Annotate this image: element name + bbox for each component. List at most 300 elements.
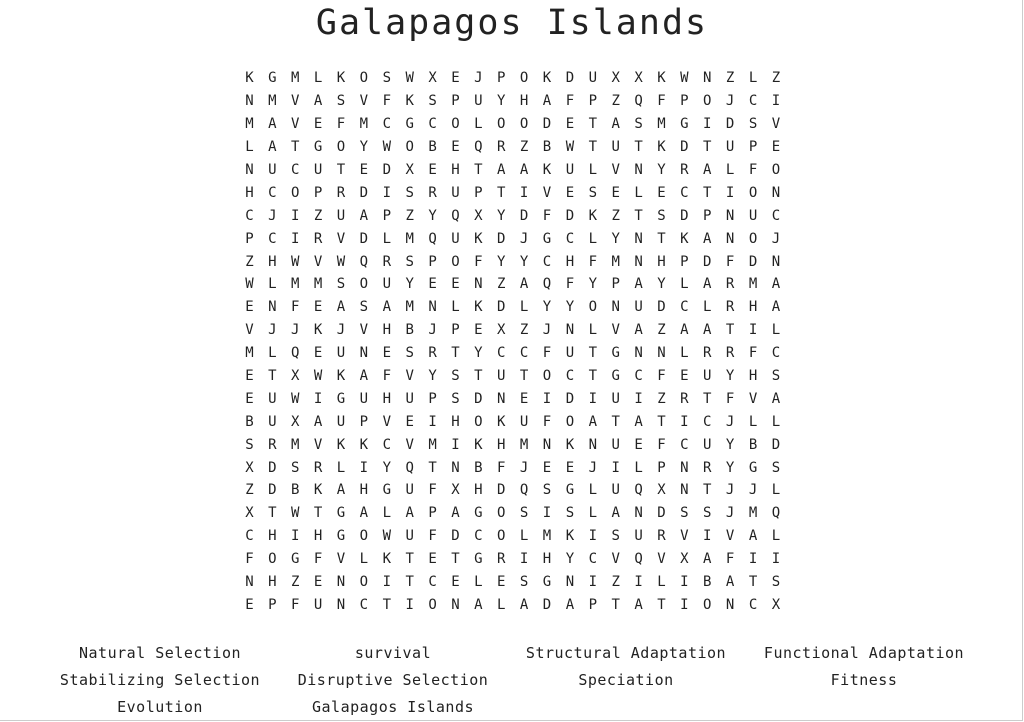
grid-letter[interactable]: O bbox=[497, 505, 506, 522]
grid-letter[interactable]: X bbox=[611, 70, 620, 87]
grid-letter[interactable]: Q bbox=[359, 253, 369, 270]
grid-letter[interactable]: A bbox=[336, 482, 346, 499]
grid-letter[interactable]: Z bbox=[611, 207, 620, 224]
grid-letter[interactable]: H bbox=[382, 322, 391, 339]
grid-letter[interactable]: S bbox=[451, 390, 460, 407]
grid-letter[interactable]: F bbox=[313, 551, 323, 568]
grid-letter[interactable]: D bbox=[748, 253, 758, 270]
grid-letter[interactable]: V bbox=[748, 390, 758, 407]
grid-letter[interactable]: U bbox=[359, 390, 369, 407]
grid-letter[interactable]: X bbox=[428, 70, 437, 87]
grid-letter[interactable]: P bbox=[497, 70, 506, 87]
grid-letter[interactable]: C bbox=[771, 207, 781, 224]
grid-letter[interactable]: S bbox=[291, 459, 300, 476]
grid-letter[interactable]: C bbox=[703, 413, 712, 430]
grid-letter[interactable]: H bbox=[748, 368, 758, 385]
grid-letter[interactable]: N bbox=[657, 345, 666, 362]
grid-letter[interactable]: Q bbox=[634, 482, 643, 499]
grid-letter[interactable]: D bbox=[542, 596, 552, 613]
grid-letter[interactable]: T bbox=[611, 413, 620, 430]
grid-letter[interactable]: S bbox=[405, 184, 414, 201]
grid-letter[interactable]: L bbox=[451, 299, 460, 316]
grid-letter[interactable]: N bbox=[771, 184, 781, 201]
grid-letter[interactable]: Z bbox=[611, 93, 620, 110]
grid-letter[interactable]: P bbox=[382, 207, 391, 224]
grid-letter[interactable]: N bbox=[428, 299, 437, 316]
grid-letter[interactable]: U bbox=[565, 162, 575, 178]
grid-letter[interactable]: F bbox=[291, 596, 300, 613]
grid-letter[interactable]: B bbox=[291, 482, 300, 499]
grid-letter[interactable]: C bbox=[428, 116, 437, 133]
grid-letter[interactable]: K bbox=[657, 139, 666, 156]
grid-letter[interactable]: G bbox=[680, 116, 689, 133]
grid-letter[interactable]: L bbox=[588, 162, 598, 178]
grid-letter[interactable]: C bbox=[359, 596, 369, 613]
grid-letter[interactable]: Y bbox=[588, 276, 598, 293]
grid-letter[interactable]: S bbox=[542, 482, 552, 499]
grid-letter[interactable]: R bbox=[680, 162, 689, 178]
grid-letter[interactable]: U bbox=[451, 230, 460, 247]
grid-letter[interactable]: P bbox=[474, 184, 483, 201]
grid-letter[interactable]: N bbox=[634, 505, 643, 522]
grid-letter[interactable]: G bbox=[611, 345, 620, 362]
grid-letter[interactable]: D bbox=[497, 230, 506, 247]
grid-letter[interactable]: M bbox=[291, 276, 300, 293]
grid-letter[interactable]: M bbox=[748, 505, 758, 522]
grid-letter[interactable]: Z bbox=[519, 322, 529, 339]
grid-letter[interactable]: E bbox=[428, 162, 437, 178]
grid-letter[interactable]: P bbox=[748, 139, 758, 156]
grid-letter[interactable]: G bbox=[336, 390, 346, 407]
grid-letter[interactable]: V bbox=[313, 436, 323, 453]
grid-letter[interactable]: U bbox=[268, 413, 277, 430]
grid-letter[interactable]: A bbox=[725, 574, 735, 591]
grid-letter[interactable]: L bbox=[588, 505, 598, 522]
grid-letter[interactable]: D bbox=[771, 436, 781, 453]
grid-letter[interactable]: O bbox=[771, 162, 781, 178]
grid-letter[interactable]: N bbox=[245, 162, 254, 178]
grid-letter[interactable]: E bbox=[519, 390, 529, 407]
grid-letter[interactable]: A bbox=[703, 162, 712, 178]
grid-letter[interactable]: H bbox=[268, 528, 277, 545]
grid-letter[interactable]: U bbox=[336, 207, 346, 224]
grid-letter[interactable]: O bbox=[748, 184, 758, 201]
grid-letter[interactable]: Q bbox=[428, 230, 437, 247]
grid-letter[interactable]: A bbox=[680, 322, 689, 339]
grid-letter[interactable]: P bbox=[428, 505, 437, 522]
grid-letter[interactable]: K bbox=[542, 162, 552, 178]
grid-letter[interactable]: E bbox=[245, 368, 254, 385]
grid-letter[interactable]: A bbox=[542, 93, 552, 110]
grid-letter[interactable]: F bbox=[725, 390, 735, 407]
grid-letter[interactable]: V bbox=[359, 93, 369, 110]
grid-letter[interactable]: E bbox=[313, 345, 323, 362]
grid-letter[interactable]: D bbox=[497, 482, 506, 499]
grid-letter[interactable]: V bbox=[291, 116, 300, 133]
grid-letter[interactable]: W bbox=[291, 253, 300, 270]
grid-letter[interactable]: E bbox=[313, 116, 323, 133]
grid-letter[interactable]: V bbox=[405, 436, 414, 453]
grid-letter[interactable]: F bbox=[565, 93, 575, 110]
grid-letter[interactable]: O bbox=[565, 413, 575, 430]
grid-letter[interactable]: Y bbox=[497, 253, 506, 270]
grid-letter[interactable]: V bbox=[313, 253, 323, 270]
grid-letter[interactable]: T bbox=[474, 162, 483, 178]
grid-letter[interactable]: I bbox=[291, 528, 300, 545]
grid-letter[interactable]: N bbox=[542, 436, 552, 453]
grid-letter[interactable]: P bbox=[588, 596, 598, 613]
grid-letter[interactable]: E bbox=[245, 299, 254, 316]
grid-letter[interactable]: A bbox=[519, 162, 529, 178]
grid-letter[interactable]: V bbox=[680, 528, 689, 545]
grid-letter[interactable]: X bbox=[451, 482, 460, 499]
grid-letter[interactable]: D bbox=[565, 390, 575, 407]
grid-letter[interactable]: H bbox=[268, 253, 277, 270]
grid-letter[interactable]: N bbox=[680, 482, 689, 499]
grid-letter[interactable]: U bbox=[474, 93, 483, 110]
grid-letter[interactable]: A bbox=[405, 505, 414, 522]
grid-letter[interactable]: V bbox=[725, 528, 735, 545]
grid-letter[interactable]: I bbox=[405, 596, 414, 613]
grid-letter[interactable]: U bbox=[336, 345, 346, 362]
grid-letter[interactable]: C bbox=[428, 574, 437, 591]
grid-letter[interactable]: C bbox=[268, 184, 277, 201]
grid-letter[interactable]: D bbox=[542, 116, 552, 133]
grid-letter[interactable]: F bbox=[542, 207, 552, 224]
grid-letter[interactable]: N bbox=[588, 436, 598, 453]
grid-letter[interactable]: T bbox=[497, 184, 506, 201]
grid-letter[interactable]: T bbox=[703, 139, 712, 156]
grid-letter[interactable]: T bbox=[725, 322, 735, 339]
grid-letter[interactable]: U bbox=[565, 345, 575, 362]
grid-letter[interactable]: I bbox=[291, 230, 300, 247]
grid-letter[interactable]: Y bbox=[497, 93, 506, 110]
grid-letter[interactable]: G bbox=[542, 230, 552, 247]
grid-letter[interactable]: S bbox=[382, 70, 391, 87]
grid-letter[interactable]: R bbox=[268, 436, 277, 453]
grid-letter[interactable]: A bbox=[451, 505, 460, 522]
grid-letter[interactable]: A bbox=[359, 207, 369, 224]
grid-letter[interactable]: U bbox=[703, 368, 712, 385]
grid-letter[interactable]: S bbox=[588, 184, 598, 201]
grid-letter[interactable]: J bbox=[725, 93, 735, 110]
grid-letter[interactable]: D bbox=[519, 207, 529, 224]
grid-letter[interactable]: C bbox=[565, 368, 575, 385]
grid-letter[interactable]: M bbox=[428, 436, 437, 453]
grid-letter[interactable]: I bbox=[748, 322, 758, 339]
grid-letter[interactable]: Q bbox=[291, 345, 300, 362]
grid-letter[interactable]: W bbox=[405, 70, 414, 87]
grid-letter[interactable]: X bbox=[291, 368, 300, 385]
grid-letter[interactable]: S bbox=[771, 459, 781, 476]
grid-letter[interactable]: Y bbox=[428, 368, 437, 385]
grid-letter[interactable]: D bbox=[497, 299, 506, 316]
grid-letter[interactable]: Y bbox=[359, 139, 369, 156]
grid-letter[interactable]: E bbox=[405, 413, 414, 430]
grid-letter[interactable]: I bbox=[680, 574, 689, 591]
grid-letter[interactable]: L bbox=[703, 299, 712, 316]
grid-letter[interactable]: D bbox=[680, 207, 689, 224]
grid-letter[interactable]: M bbox=[657, 116, 666, 133]
grid-letter[interactable]: T bbox=[703, 390, 712, 407]
grid-letter[interactable]: O bbox=[359, 528, 369, 545]
grid-letter[interactable]: Q bbox=[771, 505, 781, 522]
grid-letter[interactable]: K bbox=[474, 230, 483, 247]
grid-letter[interactable]: O bbox=[451, 116, 460, 133]
grid-letter[interactable]: X bbox=[634, 70, 643, 87]
grid-letter[interactable]: T bbox=[588, 116, 598, 133]
grid-letter[interactable]: P bbox=[359, 413, 369, 430]
grid-letter[interactable]: S bbox=[405, 253, 414, 270]
grid-letter[interactable]: T bbox=[405, 574, 414, 591]
grid-letter[interactable]: L bbox=[657, 574, 666, 591]
grid-letter[interactable]: F bbox=[725, 551, 735, 568]
grid-letter[interactable]: D bbox=[565, 70, 575, 87]
grid-letter[interactable]: V bbox=[542, 184, 552, 201]
grid-letter[interactable]: E bbox=[313, 574, 323, 591]
grid-letter[interactable]: O bbox=[519, 70, 529, 87]
grid-letter[interactable]: I bbox=[291, 207, 300, 224]
grid-letter[interactable]: N bbox=[268, 299, 277, 316]
grid-letter[interactable]: A bbox=[634, 413, 643, 430]
grid-letter[interactable]: C bbox=[519, 345, 529, 362]
grid-letter[interactable]: B bbox=[405, 322, 414, 339]
grid-letter[interactable]: T bbox=[588, 345, 598, 362]
grid-letter[interactable]: D bbox=[725, 116, 735, 133]
grid-letter[interactable]: J bbox=[428, 322, 437, 339]
grid-letter[interactable]: N bbox=[634, 230, 643, 247]
grid-letter[interactable]: U bbox=[313, 162, 323, 178]
grid-letter[interactable]: T bbox=[268, 505, 277, 522]
grid-letter[interactable]: M bbox=[405, 299, 414, 316]
grid-letter[interactable]: K bbox=[565, 528, 575, 545]
grid-letter[interactable]: A bbox=[771, 299, 781, 316]
grid-letter[interactable]: G bbox=[268, 70, 277, 87]
grid-letter[interactable]: S bbox=[771, 574, 781, 591]
grid-letter[interactable]: D bbox=[703, 253, 712, 270]
grid-letter[interactable]: V bbox=[245, 322, 254, 339]
grid-letter[interactable]: U bbox=[748, 207, 758, 224]
grid-letter[interactable]: V bbox=[611, 162, 620, 178]
grid-letter[interactable]: G bbox=[382, 482, 391, 499]
grid-letter[interactable]: U bbox=[382, 276, 391, 293]
grid-letter[interactable]: Y bbox=[565, 551, 575, 568]
grid-letter[interactable]: X bbox=[497, 322, 506, 339]
grid-letter[interactable]: K bbox=[680, 230, 689, 247]
grid-letter[interactable]: F bbox=[382, 93, 391, 110]
grid-letter[interactable]: E bbox=[634, 436, 643, 453]
grid-letter[interactable]: L bbox=[771, 528, 781, 545]
grid-letter[interactable]: L bbox=[725, 162, 735, 178]
grid-letter[interactable]: Z bbox=[405, 207, 414, 224]
grid-letter[interactable]: C bbox=[542, 253, 552, 270]
grid-letter[interactable]: L bbox=[748, 70, 758, 87]
grid-letter[interactable]: F bbox=[542, 345, 552, 362]
grid-letter[interactable]: O bbox=[359, 574, 369, 591]
grid-letter[interactable]: C bbox=[382, 436, 391, 453]
grid-letter[interactable]: N bbox=[725, 207, 735, 224]
grid-letter[interactable]: F bbox=[428, 482, 437, 499]
grid-letter[interactable]: Y bbox=[428, 207, 437, 224]
grid-letter[interactable]: J bbox=[542, 322, 552, 339]
grid-letter[interactable]: U bbox=[405, 528, 414, 545]
grid-letter[interactable]: M bbox=[291, 436, 300, 453]
grid-letter[interactable]: A bbox=[336, 299, 346, 316]
grid-letter[interactable]: E bbox=[680, 368, 689, 385]
grid-letter[interactable]: U bbox=[313, 596, 323, 613]
grid-letter[interactable]: Y bbox=[657, 162, 666, 178]
grid-letter[interactable]: N bbox=[359, 345, 369, 362]
grid-letter[interactable]: V bbox=[771, 116, 781, 133]
grid-letter[interactable]: X bbox=[245, 459, 254, 476]
grid-letter[interactable]: X bbox=[245, 505, 254, 522]
grid-letter[interactable]: E bbox=[451, 139, 460, 156]
grid-letter[interactable]: L bbox=[336, 459, 346, 476]
grid-letter[interactable]: Y bbox=[657, 276, 666, 293]
grid-letter[interactable]: A bbox=[519, 276, 529, 293]
grid-letter[interactable]: F bbox=[748, 162, 758, 178]
grid-letter[interactable]: A bbox=[771, 276, 781, 293]
grid-letter[interactable]: T bbox=[748, 574, 758, 591]
grid-letter[interactable]: S bbox=[657, 207, 666, 224]
grid-letter[interactable]: A bbox=[611, 505, 620, 522]
grid-letter[interactable]: N bbox=[245, 574, 254, 591]
grid-letter[interactable]: S bbox=[703, 505, 712, 522]
grid-letter[interactable]: I bbox=[634, 390, 643, 407]
grid-letter[interactable]: T bbox=[657, 413, 666, 430]
grid-letter[interactable]: Z bbox=[313, 207, 323, 224]
grid-letter[interactable]: R bbox=[725, 276, 735, 293]
grid-letter[interactable]: W bbox=[680, 70, 689, 87]
grid-letter[interactable]: P bbox=[680, 93, 689, 110]
grid-letter[interactable]: G bbox=[313, 139, 323, 156]
grid-letter[interactable]: C bbox=[588, 551, 598, 568]
grid-letter[interactable]: E bbox=[382, 345, 391, 362]
grid-letter[interactable]: A bbox=[497, 162, 506, 178]
grid-letter[interactable]: B bbox=[428, 139, 437, 156]
grid-letter[interactable]: A bbox=[565, 596, 575, 613]
grid-letter[interactable]: O bbox=[519, 116, 529, 133]
grid-letter[interactable]: R bbox=[336, 184, 346, 201]
grid-letter[interactable]: N bbox=[336, 574, 346, 591]
grid-letter[interactable]: S bbox=[336, 276, 346, 293]
grid-letter[interactable]: F bbox=[497, 459, 506, 476]
grid-letter[interactable]: P bbox=[703, 207, 712, 224]
grid-letter[interactable]: Y bbox=[405, 276, 414, 293]
grid-letter[interactable]: U bbox=[611, 436, 620, 453]
grid-letter[interactable]: E bbox=[474, 322, 483, 339]
grid-letter[interactable]: T bbox=[405, 551, 414, 568]
grid-letter[interactable]: V bbox=[336, 551, 346, 568]
grid-letter[interactable]: K bbox=[313, 482, 323, 499]
grid-letter[interactable]: S bbox=[451, 368, 460, 385]
grid-letter[interactable]: K bbox=[588, 207, 598, 224]
grid-letter[interactable]: A bbox=[588, 413, 598, 430]
grid-letter[interactable]: R bbox=[313, 230, 323, 247]
grid-letter[interactable]: A bbox=[313, 413, 323, 430]
grid-letter[interactable]: G bbox=[336, 505, 346, 522]
grid-letter[interactable]: N bbox=[634, 162, 643, 178]
grid-letter[interactable]: H bbox=[657, 253, 666, 270]
grid-letter[interactable]: L bbox=[245, 139, 254, 156]
grid-letter[interactable]: T bbox=[588, 368, 598, 385]
grid-letter[interactable]: S bbox=[634, 116, 643, 133]
grid-letter[interactable]: H bbox=[313, 528, 323, 545]
grid-letter[interactable]: N bbox=[725, 596, 735, 613]
grid-letter[interactable]: E bbox=[565, 459, 575, 476]
grid-letter[interactable]: M bbox=[245, 345, 254, 362]
grid-letter[interactable]: T bbox=[634, 207, 643, 224]
grid-letter[interactable]: N bbox=[634, 253, 643, 270]
grid-letter[interactable]: C bbox=[748, 596, 758, 613]
grid-letter[interactable]: N bbox=[680, 459, 689, 476]
grid-letter[interactable]: A bbox=[703, 551, 712, 568]
grid-letter[interactable]: J bbox=[725, 482, 735, 499]
grid-letter[interactable]: G bbox=[748, 459, 758, 476]
grid-letter[interactable]: A bbox=[268, 139, 277, 156]
grid-letter[interactable]: H bbox=[565, 253, 575, 270]
grid-letter[interactable]: U bbox=[634, 299, 643, 316]
grid-letter[interactable]: C bbox=[268, 230, 277, 247]
grid-letter[interactable]: V bbox=[657, 551, 666, 568]
grid-letter[interactable]: S bbox=[336, 93, 346, 110]
grid-letter[interactable]: G bbox=[474, 551, 483, 568]
grid-letter[interactable]: D bbox=[474, 390, 483, 407]
grid-letter[interactable]: H bbox=[497, 436, 506, 453]
grid-letter[interactable]: W bbox=[382, 528, 391, 545]
grid-letter[interactable]: C bbox=[680, 299, 689, 316]
grid-letter[interactable]: I bbox=[542, 390, 552, 407]
grid-letter[interactable]: K bbox=[565, 436, 575, 453]
grid-letter[interactable]: L bbox=[474, 116, 483, 133]
grid-letter[interactable]: P bbox=[245, 230, 254, 247]
grid-letter[interactable]: N bbox=[565, 574, 575, 591]
grid-letter[interactable]: S bbox=[680, 505, 689, 522]
grid-letter[interactable]: L bbox=[771, 413, 781, 430]
grid-letter[interactable]: L bbox=[313, 70, 323, 87]
grid-letter[interactable]: N bbox=[336, 596, 346, 613]
grid-letter[interactable]: L bbox=[680, 276, 689, 293]
grid-letter[interactable]: P bbox=[451, 93, 460, 110]
grid-letter[interactable]: A bbox=[359, 368, 369, 385]
grid-letter[interactable]: E bbox=[497, 574, 506, 591]
grid-letter[interactable]: D bbox=[359, 184, 369, 201]
grid-letter[interactable]: F bbox=[657, 436, 666, 453]
grid-letter[interactable]: T bbox=[703, 184, 712, 201]
grid-letter[interactable]: T bbox=[657, 230, 666, 247]
grid-letter[interactable]: G bbox=[336, 528, 346, 545]
grid-letter[interactable]: F bbox=[382, 368, 391, 385]
grid-letter[interactable]: Y bbox=[497, 207, 506, 224]
grid-letter[interactable]: Z bbox=[245, 482, 254, 499]
grid-letter[interactable]: L bbox=[680, 345, 689, 362]
grid-letter[interactable]: F bbox=[588, 253, 598, 270]
grid-letter[interactable]: G bbox=[542, 574, 552, 591]
grid-letter[interactable]: Q bbox=[634, 551, 643, 568]
grid-letter[interactable]: N bbox=[451, 596, 460, 613]
grid-letter[interactable]: F bbox=[245, 551, 254, 568]
grid-letter[interactable]: L bbox=[382, 230, 391, 247]
grid-letter[interactable]: S bbox=[245, 436, 254, 453]
grid-letter[interactable]: E bbox=[451, 574, 460, 591]
grid-letter[interactable]: G bbox=[291, 551, 300, 568]
grid-letter[interactable]: T bbox=[451, 345, 460, 362]
grid-letter[interactable]: X bbox=[680, 551, 689, 568]
grid-letter[interactable]: M bbox=[268, 93, 277, 110]
grid-letter[interactable]: O bbox=[497, 528, 506, 545]
grid-letter[interactable]: Z bbox=[725, 70, 735, 87]
grid-letter[interactable]: E bbox=[611, 184, 620, 201]
